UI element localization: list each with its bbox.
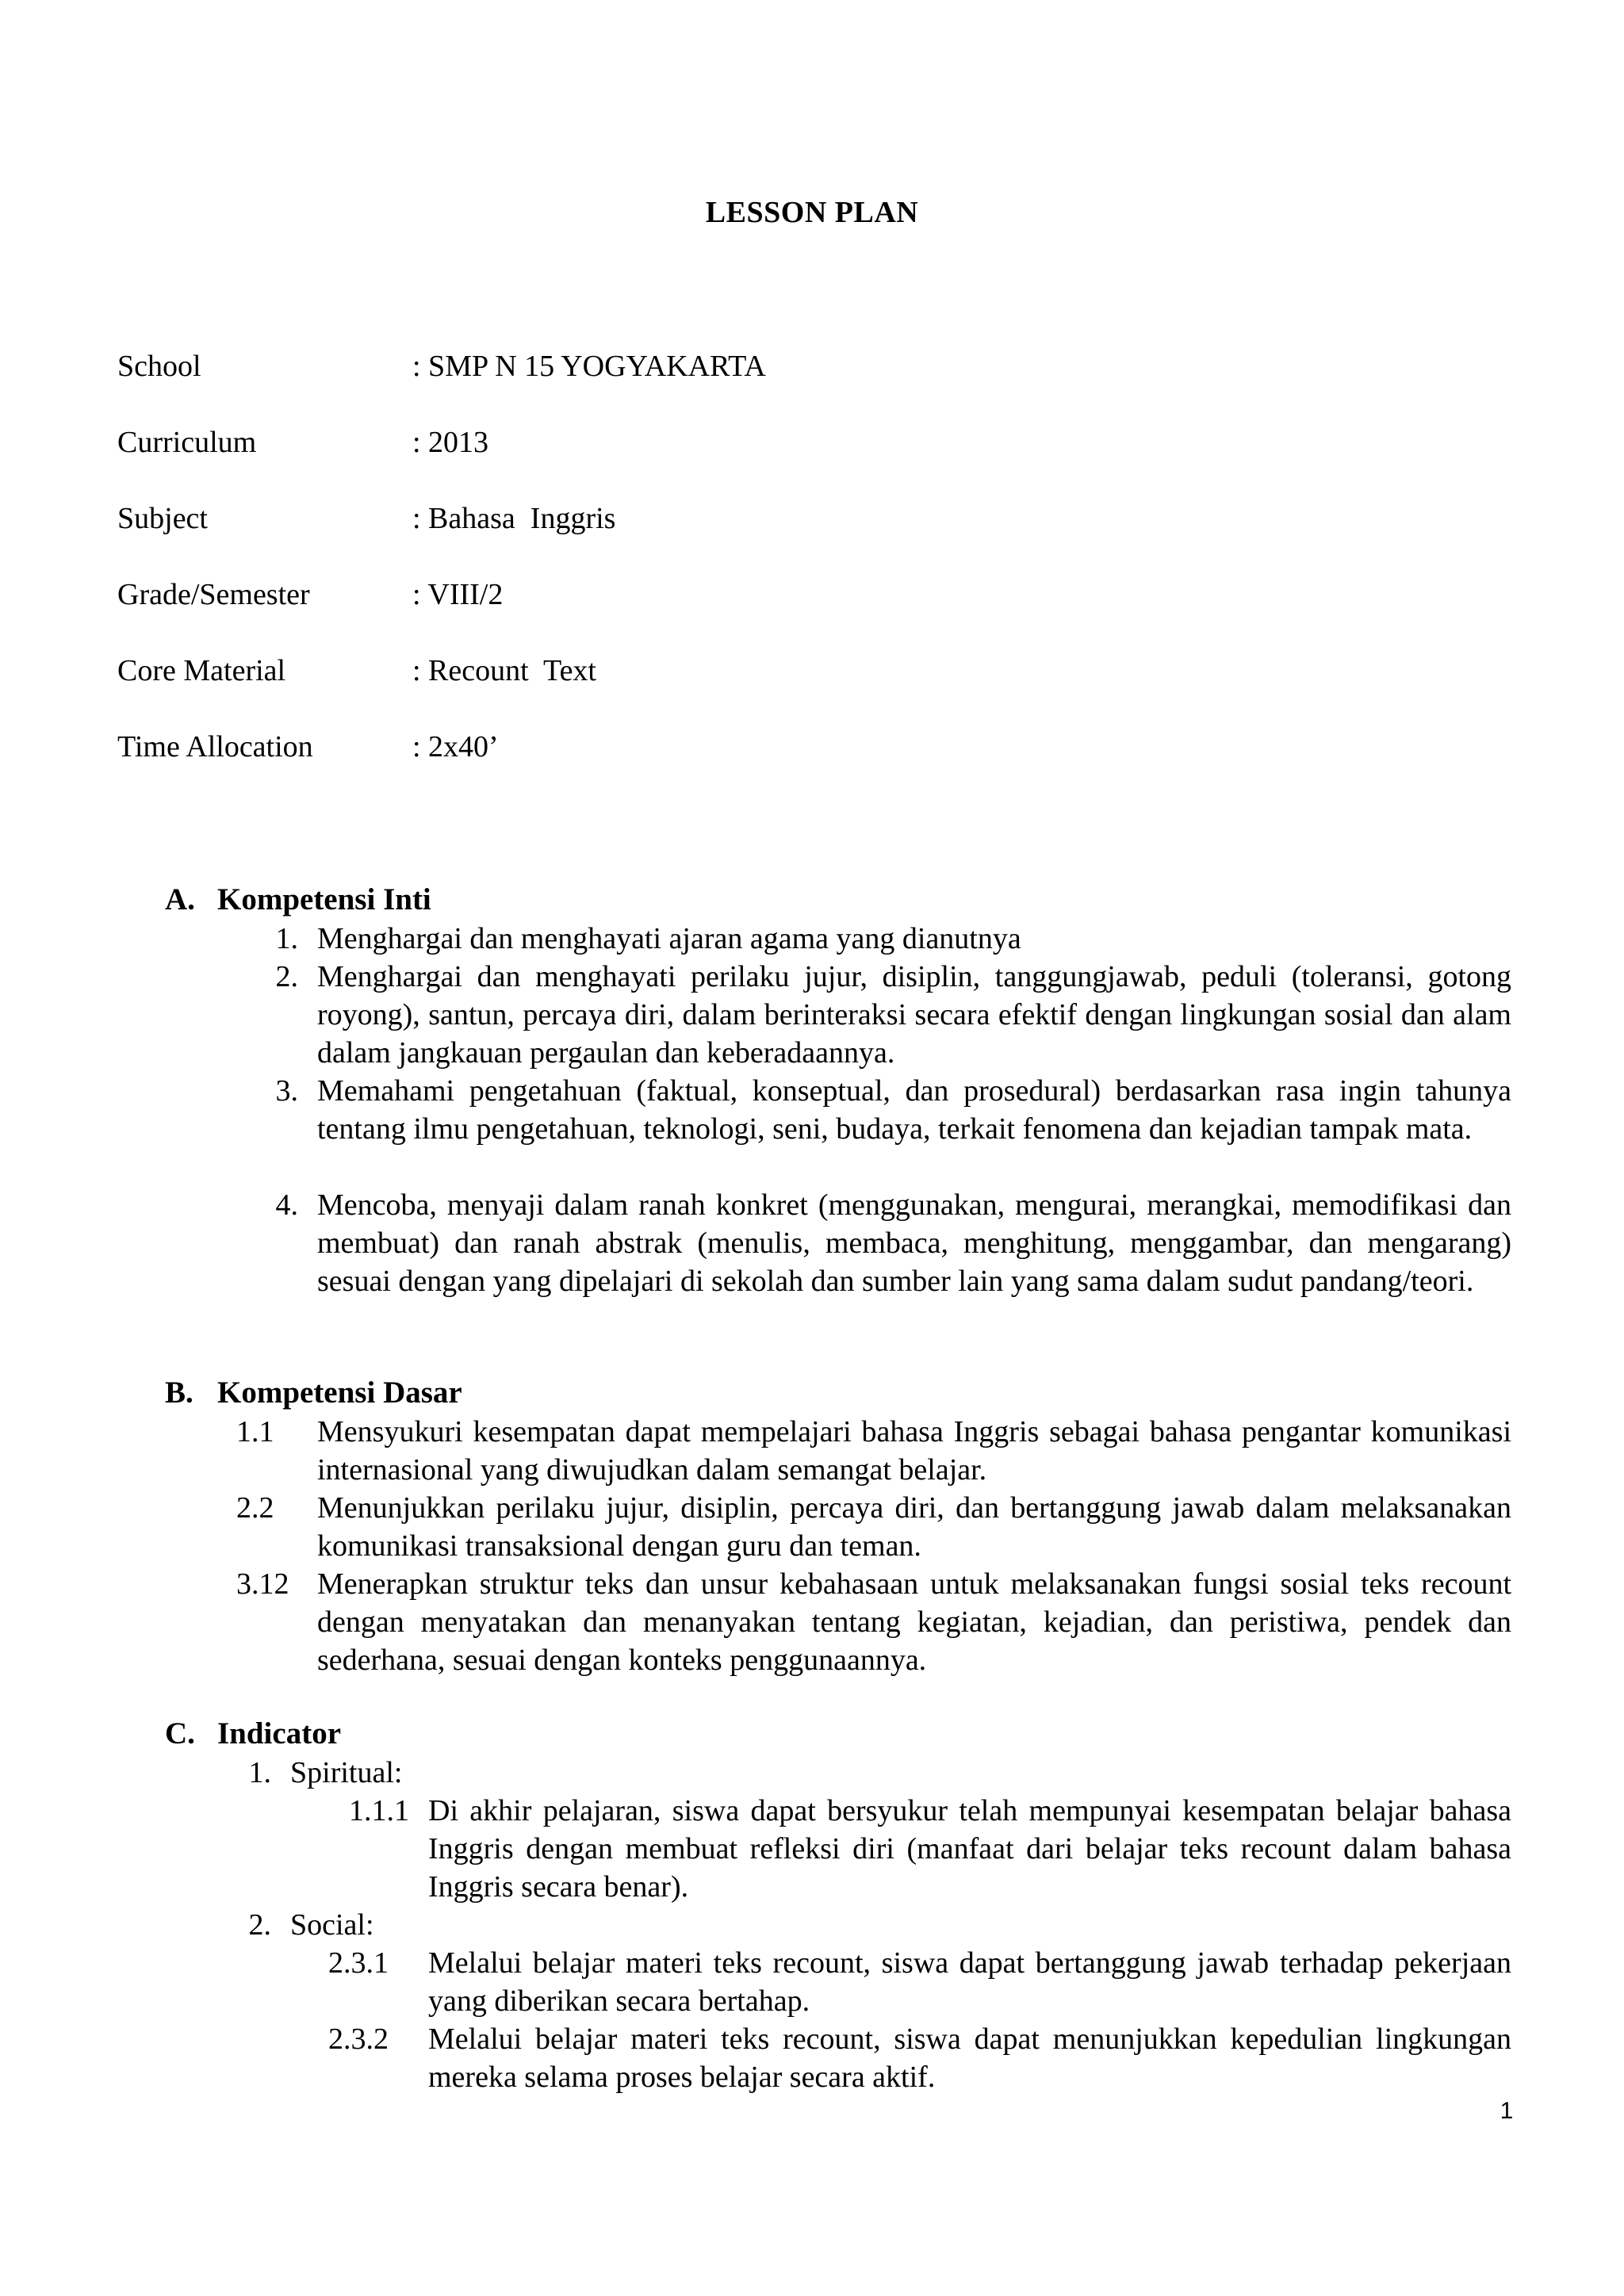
info-label: School [117,350,201,383]
info-row-curriculum [117,425,766,501]
item-number: 4. [275,1188,298,1222]
list-item [0,1186,1511,1300]
indicator-spiritual [0,1754,402,1792]
info-value: : SMP N 15 YOGYAKARTA [412,350,766,383]
item-text: Mensyukuri kesempatan dapat mempelajari bahasa Inggris sebagai bahasa pengantar komunikasi internasional yang diwujudkan dalam semangat belajar. [317,1415,1511,1487]
list-item [0,958,1511,1072]
item-label: Social: [290,1908,374,1942]
indicator-social [0,1906,374,1944]
item-text: Di akhir pelajaran, siswa dapat bersyukur telah mempunyai kesempatan belajar bahasa Inggris dengan membuat refleksi diri (manfaat dari belajar teks recount dalam bahasa Inggris secara benar). [428,1794,1511,1904]
section-b-heading [165,1375,462,1410]
item-label: Spiritual: [290,1756,403,1789]
item-text: Menghargai dan menghayati ajaran agama yang dianutnya [317,922,1021,955]
page-number: 1 [1500,2098,1514,2124]
list-item [0,2020,1511,2096]
item-text: Menunjukkan perilaku jujur, disiplin, percaya diri, dan bertanggung jawab dalam melaksanakan komunikasi transaksional dengan guru dan teman. [317,1491,1511,1563]
section-title: Kompetensi Dasar [217,1376,462,1410]
list-item [0,1792,1511,1906]
section-a-heading [165,882,431,917]
list-item [0,1413,1511,1489]
page-title: LESSON PLAN [705,196,919,229]
item-text: Menerapkan struktur teks dan unsur kebahasaan untuk melaksanakan fungsi sosial teks recount dengan menyatakan dan menanyakan tentang kegiatan, kejadian, dan peristiwa, pendek dan sederhana, sesuai dengan konteks penggunaannya. [317,1567,1511,1677]
item-number: 1.1 [236,1415,274,1448]
info-label: Time Allocation [117,730,313,763]
item-text: Melalui belajar materi teks recount, siswa dapat bertanggung jawab terhadap pekerjaan yang diberikan secara bertahap. [428,1946,1511,2018]
info-label: Curriculum [117,426,257,459]
list-item [0,1072,1511,1148]
list-item [0,1489,1511,1565]
info-value: : Bahasa Inggris [412,502,616,535]
item-text: Mencoba, menyaji dalam ranah konkret (menggunakan, mengurai, merangkai, memodifikasi dan membuat) dan ranah abstrak (menulis, membaca, menghitung, menggambar, dan mengarang) sesuai dengan yang dipelajari di sekolah dan sumber lain yang sama dalam sudut pandang/teori. [317,1188,1511,1298]
item-text: Melalui belajar materi teks recount, siswa dapat menunjukkan kepedulian lingkungan mereka selama proses belajar secara aktif. [428,2022,1511,2094]
info-row-subject [117,501,766,577]
info-value: : 2x40’ [412,730,499,763]
item-number: 2.2 [236,1491,274,1525]
section-letter: A. [165,882,195,916]
item-number: 3. [275,1074,298,1108]
info-label: Core Material [117,654,286,687]
item-number: 2. [275,960,298,993]
list-item [0,1944,1511,2020]
section-title: Indicator [217,1716,341,1751]
info-value: : VIII/2 [412,578,504,611]
section-title: Kompetensi Inti [217,882,431,916]
info-table [117,349,766,806]
section-c-heading [165,1716,341,1751]
list-item [0,1565,1511,1679]
item-number: 2.3.1 [328,1946,389,1980]
info-row-grade [117,577,766,653]
item-number: 2. [248,1908,271,1942]
info-row-time-allocation [117,729,766,806]
info-label: Subject [117,502,208,535]
section-letter: C. [165,1716,195,1751]
info-label: Grade/Semester [117,578,310,611]
item-text: Memahami pengetahuan (faktual, konseptual, dan prosedural) berdasarkan rasa ingin tahunya tentang ilmu pengetahuan, teknologi, seni, budaya, terkait fenomena dan kejadian tampak mata. [317,1074,1511,1146]
info-row-school [117,349,766,425]
info-value: : 2013 [412,426,489,459]
item-number: 3.12 [236,1567,289,1601]
item-number: 2.3.2 [328,2022,389,2056]
list-item [0,920,1511,958]
item-number: 1. [275,922,298,955]
item-number: 1.1.1 [349,1794,409,1827]
item-text: Menghargai dan menghayati perilaku jujur, disiplin, tanggungjawab, peduli (toleransi, gotong royong), santun, percaya diri, dalam berinteraksi secara efektif dengan lingkungan sosial dan alam dalam jangkauan pergaulan dan keberadaannya. [317,960,1511,1070]
section-letter: B. [165,1376,193,1410]
item-number: 1. [248,1756,271,1789]
info-row-core-material [117,653,766,729]
info-value: : Recount Text [412,654,596,687]
